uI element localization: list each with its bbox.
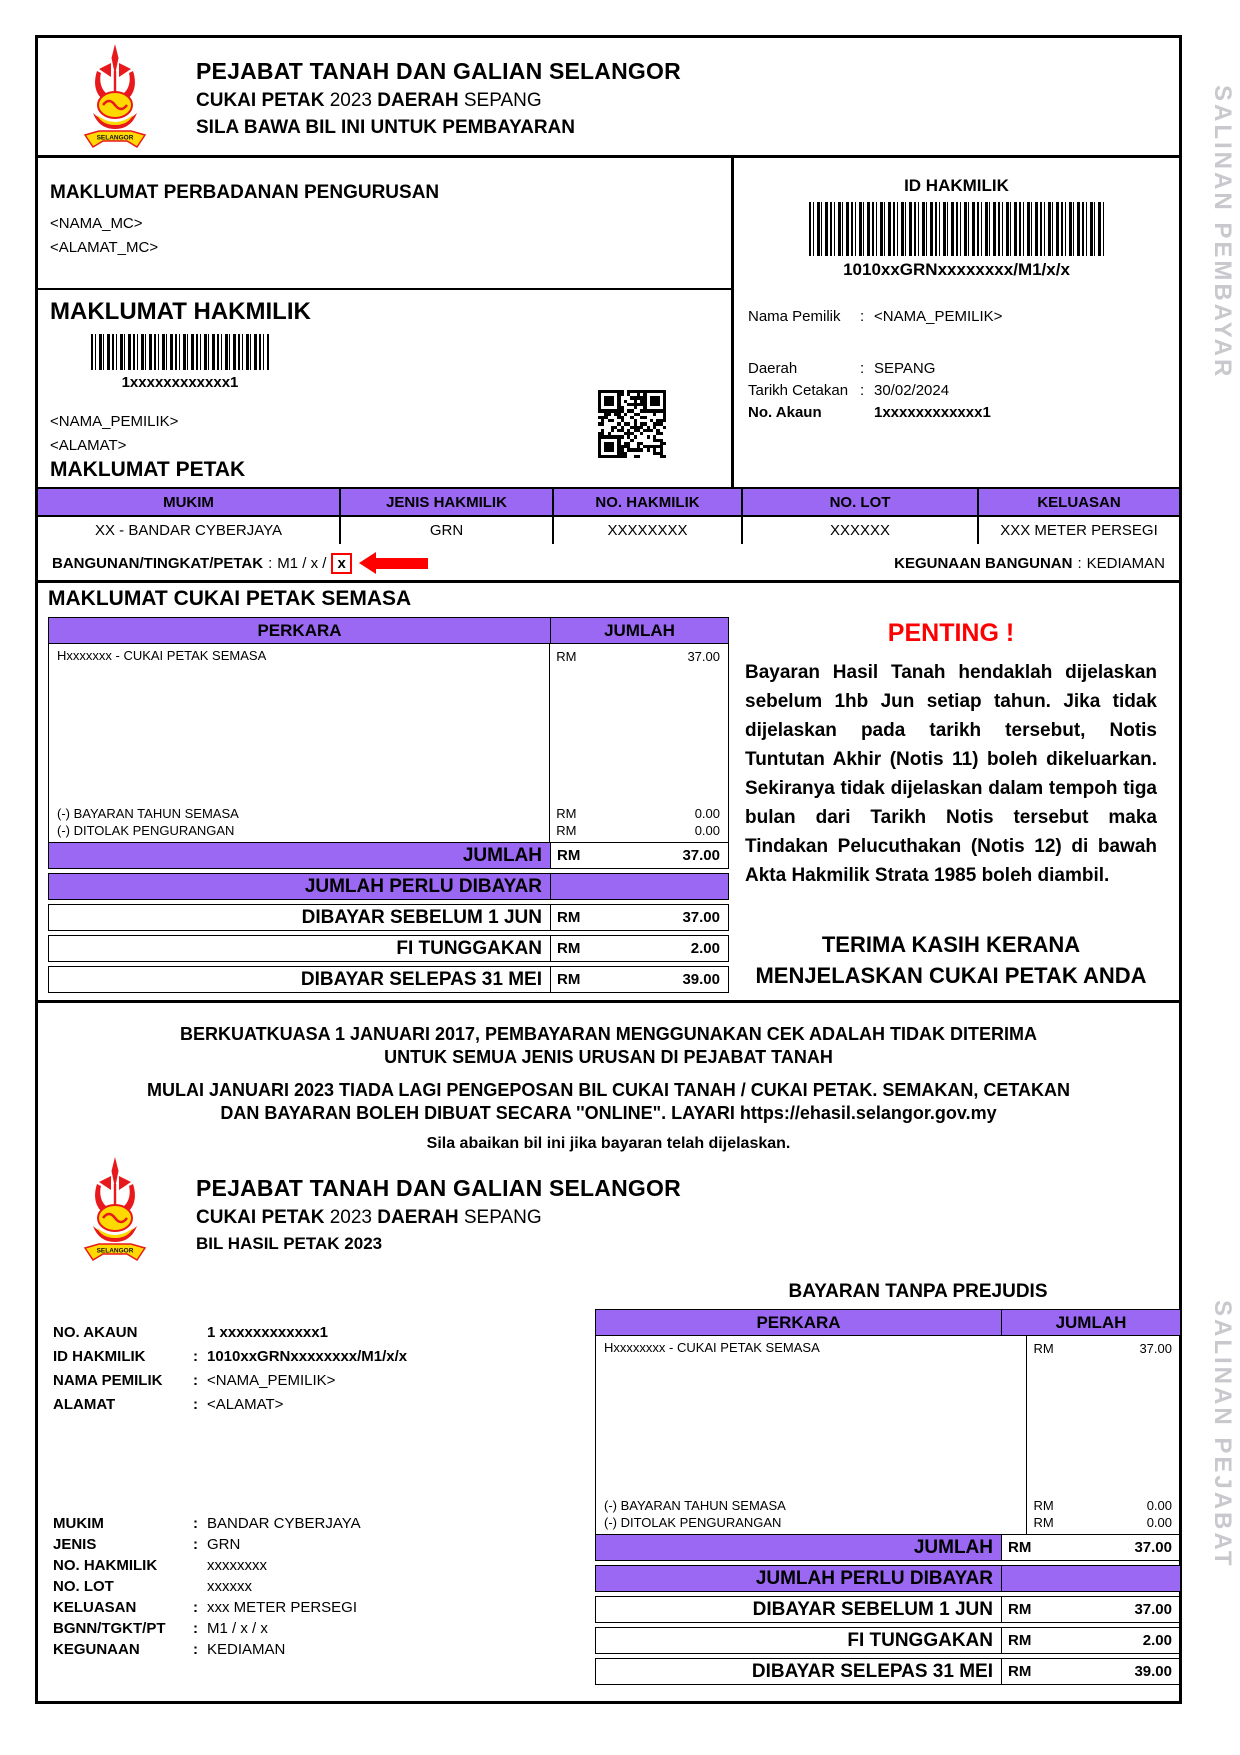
important-notice-column [729,583,1179,1000]
deduction-1-label: (-) BAYARAN TAHUN SEMASA [57,806,239,821]
pay-before-row [48,904,729,931]
field-value: xxxxxxxx [207,1557,267,1574]
field-label: NAMA PEMILIK [53,1372,163,1389]
field-kegunaan [53,1639,563,1660]
currency-rm: RM [1008,1632,1032,1649]
deduction-labels [57,805,549,839]
tax-item-label: Hxxxxxxxx - CUKAI PETAK SEMASA [604,1340,820,1355]
office-title: PEJABAT TANAH DAN GALIAN SELANGOR [196,1175,681,1201]
jumlah-cell [549,644,728,842]
highlighted-parcel-box: x [331,553,351,574]
tax-table-header [596,1310,1180,1336]
amount-value: 37.00 [682,909,720,926]
field-colon: : [193,1599,198,1616]
pay-before-label: DIBAYAR SEBELUM 1 JUN [301,906,542,928]
field-label: ALAMAT [53,1396,116,1413]
deduction-amounts [550,805,728,839]
field-value: M1 / x / x [207,1620,268,1637]
total-amount [1001,1535,1180,1560]
management-corp-name: <NAMA_MC> [50,215,143,232]
subtitle-cukai-petak: CUKAI PETAK [196,1207,325,1228]
pay-before-amount [1001,1597,1180,1622]
field-value: 1xxxxxxxxxxxx1 [874,404,991,421]
title-id-heading: ID HAKMILIK [904,176,1009,195]
field-colon: : [193,1515,198,1532]
notice-line-5: Sila abaikan bil ini jika bayaran telah dijelaskan. [426,1135,791,1152]
parcel-info-heading: MAKLUMAT PETAK [50,458,246,481]
amount-value: 37.00 [1134,1539,1172,1556]
office-title: PEJABAT TANAH DAN GALIAN SELANGOR [196,58,681,84]
parcel-table [38,487,1179,546]
deduction-2-label: (-) DITOLAK PENGURANGAN [57,823,235,838]
field-jenis [53,1534,563,1555]
currency-rm: RM [557,909,581,926]
field-value: GRN [207,1536,241,1553]
field-label: Nama Pemilik [748,308,841,325]
pay-after-amount [550,967,728,992]
deduction-2-amount [1027,1514,1180,1531]
field-value: xxx METER PERSEGI [207,1599,358,1616]
deduction-amounts [1027,1497,1180,1531]
amount-value: 37.00 [1139,1341,1172,1356]
building-colon: : [268,554,273,572]
pay-after-row [595,1658,1181,1685]
amount-due-label: JUMLAH PERLU DIBAYAR [596,1566,1001,1591]
deduction-1-label: (-) BAYARAN TAHUN SEMASA [604,1498,786,1513]
amount-value: 0.00 [694,823,720,838]
amount-value: 0.00 [694,806,720,821]
field-colon [193,1555,207,1576]
total-label: JUMLAH [596,1535,1001,1560]
pay-before-amount [550,905,728,930]
tax-item-amount [1027,1340,1180,1357]
building-label: BANGUNAN/TINGKAT/PETAK [52,554,264,572]
pay-after-label: DIBAYAR SELEPAS 31 MEI [300,968,542,990]
thank-you-note [745,930,1157,992]
field-no-akaun [748,402,1179,424]
col-header-mukim: MUKIM [163,493,214,511]
notice-line-3: MULAI JANUARI 2023 TIADA LAGI PENGEPOSAN BIL CUKAI TANAH / CUKAI PETAK. SEMAKAN, CETAKAN [146,1080,1071,1100]
bring-bill-notice: SILA BAWA BIL INI UNTUK PEMBAYARAN [196,117,575,138]
field-label: BGNN/TGKT/PT [53,1620,166,1637]
subtitle-daerah: DAERAH [377,90,459,111]
parcel-table-data-row [38,517,1179,544]
field-tarikh-cetakan [748,380,1179,402]
pay-after-amount [1001,1659,1180,1684]
amount-value: 2.00 [690,940,720,957]
notice-line-1: BERKUATKUASA 1 JANUARI 2017, PEMBAYARAN MENGGUNAKAN CEK ADALAH TIDAK DITERIMA [179,1024,1038,1044]
field-label: NO. AKAUN [53,1324,138,1341]
account-barcode [91,334,269,370]
current-tax-section [38,583,1179,1003]
tax-item-amount [550,648,728,665]
field-value: 1 xxxxxxxxxxxx1 [207,1324,328,1341]
field-value: SEPANG [874,360,936,377]
amount-value: 37.00 [682,847,720,864]
col-header-jumlah: JUMLAH [1001,1310,1180,1335]
payment-notice-section [38,1003,1179,1152]
field-colon: : [193,1641,198,1658]
subtitle-district: SEPANG [463,1207,542,1228]
subtitle-district: SEPANG [463,90,542,111]
important-body: Bayaran Hasil Tanah hendaklah dijelaskan sebelum 1hb Jun setiap tahun. Jika tidak dijelaskan pada tarikh tersebut, Notis Tuntutan Akhir (Notis 11) boleh dikeluarkan. Sekiranya tidak dijelaskan dalam tempoh tiga bulan dari Tarikh Notis tersebut maka Tindakan Pelucuthakan (Notis 12) di bawah Akta Hakmilik Strata 1985 boleh diambil. [745,662,1157,886]
field-label: NO. LOT [53,1578,114,1595]
field-alamat [53,1393,563,1417]
currency-rm: RM [557,940,581,957]
owner-name: <NAMA_PEMILIK> [50,413,179,430]
field-label: Tarikh Cetakan [748,382,849,399]
info-section [38,158,1179,487]
field-id-hakmilik [53,1345,563,1369]
amount-due-empty-cell [1001,1566,1180,1591]
amount-value: 0.00 [1146,1498,1172,1513]
field-label: No. Akaun [748,404,822,421]
important-heading: PENTING ! [887,619,1015,647]
usage-label: KEGUNAAN BANGUNAN [894,554,1073,572]
total-row [596,1534,1180,1560]
tax-table-body [49,644,728,842]
field-value: <ALAMAT> [207,1396,284,1413]
arrears-fee-amount [1001,1628,1180,1653]
field-colon: : [860,382,865,399]
watermark-salinan-pejabat: SALINAN PEJABAT [1209,1300,1236,1569]
perkara-cell [49,644,549,842]
amount-due-row [595,1565,1181,1592]
selangor-crest-logo-icon [75,43,155,153]
currency-rm: RM [1033,1498,1054,1513]
tax-table-header [49,618,728,644]
currency-rm: RM [1008,1601,1032,1618]
pay-before-label: DIBAYAR SEBELUM 1 JUN [752,1598,993,1620]
title-id-panel [731,158,1179,487]
cell-no-lot: XXXXXX [741,517,977,544]
thank-you-line-2: MENJELASKAN CUKAI PETAK ANDA [755,962,1147,988]
title-info-box [38,290,731,487]
usage-value: KEDIAMAN [1086,554,1165,572]
arrears-fee-row [595,1627,1181,1654]
field-colon: : [860,308,865,325]
subtitle-year: 2023 [329,90,372,111]
field-keluasan [53,1597,563,1618]
deduction-2-amount [550,822,728,839]
current-tax-heading: MAKLUMAT CUKAI PETAK SEMASA [48,587,412,610]
jumlah-cell [1026,1336,1180,1534]
field-nama-pemilik [748,306,1179,328]
currency-rm: RM [556,649,577,664]
tax-table-core [595,1309,1181,1561]
parcel-field-group [53,1513,563,1660]
arrow-left-icon [376,558,428,569]
watermark-salinan-pembayar: SALINAN PEMBAYAR [1209,85,1236,380]
account-field-group [53,1321,563,1417]
perkara-cell [596,1336,1026,1534]
amount-value: 39.00 [1134,1663,1172,1680]
arrears-fee-amount [550,936,728,961]
qr-code [598,390,666,458]
field-label: MUKIM [53,1515,104,1532]
field-value: 1010xxGRNxxxxxxxx/M1/x/x [207,1348,408,1365]
bill-subtitle [196,1207,681,1229]
field-colon [193,1576,207,1597]
building-value: M1 / x / [277,554,327,572]
currency-rm: RM [1008,1539,1032,1556]
field-bgnn-tgkt-pt [53,1618,563,1639]
field-value: xxxxxx [207,1578,252,1595]
field-no-lot [53,1576,563,1597]
title-id-value: 1010xxGRNxxxxxxxx/M1/x/x [843,260,1070,279]
deduction-1-amount [1027,1497,1180,1514]
field-nama-pemilik [53,1369,563,1393]
usage-colon: : [1077,554,1082,572]
title-id-fields [748,306,1179,424]
cell-keluasan: XXX METER PERSEGI [977,517,1179,544]
tax-table-body [596,1336,1180,1534]
cell-mukim: XX - BANDAR CYBERJAYA [95,522,282,539]
cell-no-hakmilik: XXXXXXXX [552,517,741,544]
bill-document [35,35,1182,1704]
col-header-jumlah: JUMLAH [550,618,728,643]
current-tax-table [48,617,729,993]
field-colon: : [193,1396,198,1413]
amount-value: 37.00 [1134,1601,1172,1618]
field-daerah [748,358,1179,380]
field-label: ID HAKMILIK [53,1348,146,1365]
office-copy-tax-table [595,1309,1181,1685]
cell-jenis-hakmilik: GRN [339,517,552,544]
management-corp-heading: MAKLUMAT PERBADANAN PENGURUSAN [50,182,440,203]
total-amount [550,843,728,868]
logo-banner-text: SELANGOR [96,1247,134,1255]
subtitle-daerah: DAERAH [377,1207,459,1228]
field-no-hakmilik [53,1555,563,1576]
header-titles [196,58,681,139]
title-id-barcode [809,202,1104,256]
parcel-table-header-row [38,489,1179,517]
logo-banner-text: SELANGOR [96,134,134,142]
field-label: KELUASAN [53,1599,137,1616]
arrears-fee-label: FI TUNGGAKAN [847,1629,993,1651]
thank-you-line-1: TERIMA KASIH KERANA [821,932,1081,957]
tax-table-column [38,583,729,1000]
currency-rm: RM [1033,1515,1054,1530]
currency-rm: RM [1008,1663,1032,1680]
amount-value: 0.00 [1146,1515,1172,1530]
field-colon: : [193,1372,198,1389]
col-header-perkara: PERKARA [257,620,342,640]
office-copy-titles [196,1175,681,1254]
amount-due-empty-cell [550,874,728,899]
field-value: 30/02/2024 [874,382,950,399]
without-prejudice-heading: BAYARAN TANPA PREJUDIS [788,1281,1048,1302]
field-no-akaun [53,1321,563,1345]
currency-rm: RM [557,847,581,864]
field-colon: : [193,1536,198,1553]
field-mukim [53,1513,563,1534]
col-header-perkara: PERKARA [756,1312,841,1332]
field-colon: : [193,1620,198,1637]
amount-value: 37.00 [687,649,720,664]
arrears-fee-label: FI TUNGGAKAN [396,937,542,959]
notice-line-2: UNTUK SEMUA JENIS URUSAN DI PEJABAT TANAH [384,1047,833,1067]
tax-table-core [48,617,729,869]
deduction-2-label: (-) DITOLAK PENGURANGAN [604,1515,782,1530]
field-colon [860,402,874,424]
field-value: <NAMA_PEMILIK> [207,1372,336,1389]
arrears-fee-row [48,935,729,962]
field-label: Daerah [748,360,798,377]
notice-line-4: DAN BAYARAN BOLEH DIBUAT SECARA ''ONLINE". LAYARI https://ehasil.selangor.gov.my [220,1103,997,1123]
field-colon: : [193,1348,198,1365]
col-header-no-lot: NO. LOT [741,489,977,515]
owner-address: <ALAMAT> [50,437,127,454]
pay-after-label: DIBAYAR SELEPAS 31 MEI [751,1660,993,1682]
info-left-column [38,158,731,487]
col-header-keluasan: KELUASAN [977,489,1179,515]
field-value: BANDAR CYBERJAYA [207,1515,361,1532]
management-corp-box [38,158,731,290]
office-copy-section [38,1139,1179,1701]
total-row [49,842,728,868]
currency-rm: RM [1033,1341,1054,1356]
subtitle-year: 2023 [329,1207,372,1228]
tax-item-label: Hxxxxxxx - CUKAI PETAK SEMASA [57,648,267,663]
header-section [38,38,1179,158]
currency-rm: RM [557,971,581,988]
owner-name-address [50,410,178,458]
amount-value: 39.00 [682,971,720,988]
currency-rm: RM [556,806,577,821]
currency-rm: RM [556,823,577,838]
field-label: NO. HAKMILIK [53,1557,158,1574]
field-value: <NAMA_PEMILIK> [874,308,1003,325]
amount-due-row [48,873,729,900]
col-header-no-hakmilik: NO. HAKMILIK [552,489,741,515]
office-copy-fields [53,1321,563,1660]
total-label: JUMLAH [49,843,550,868]
amount-value: 2.00 [1142,1632,1172,1649]
bill-hasil-petak-title: BIL HASIL PETAK 2023 [196,1234,383,1253]
account-barcode-number: 1xxxxxxxxxxxx1 [121,374,239,391]
bill-subtitle [196,90,681,112]
amount-due-label: JUMLAH PERLU DIBAYAR [49,874,550,899]
field-value: KEDIAMAN [207,1641,286,1658]
field-label: JENIS [53,1536,97,1553]
pay-before-row [595,1596,1181,1623]
selangor-crest-logo-icon [75,1155,155,1267]
field-colon: : [860,360,865,377]
subtitle-cukai-petak: CUKAI PETAK [196,90,325,111]
field-colon [193,1321,207,1345]
col-header-jenis-hakmilik: JENIS HAKMILIK [339,489,552,515]
management-corp-address: <ALAMAT_MC> [50,239,159,256]
field-label: KEGUNAAN [53,1641,140,1658]
deduction-labels [604,1497,1026,1531]
deduction-1-amount [550,805,728,822]
pay-after-row [48,966,729,993]
building-floor-parcel-strip [38,546,1179,583]
title-info-heading: MAKLUMAT HAKMILIK [50,298,311,325]
